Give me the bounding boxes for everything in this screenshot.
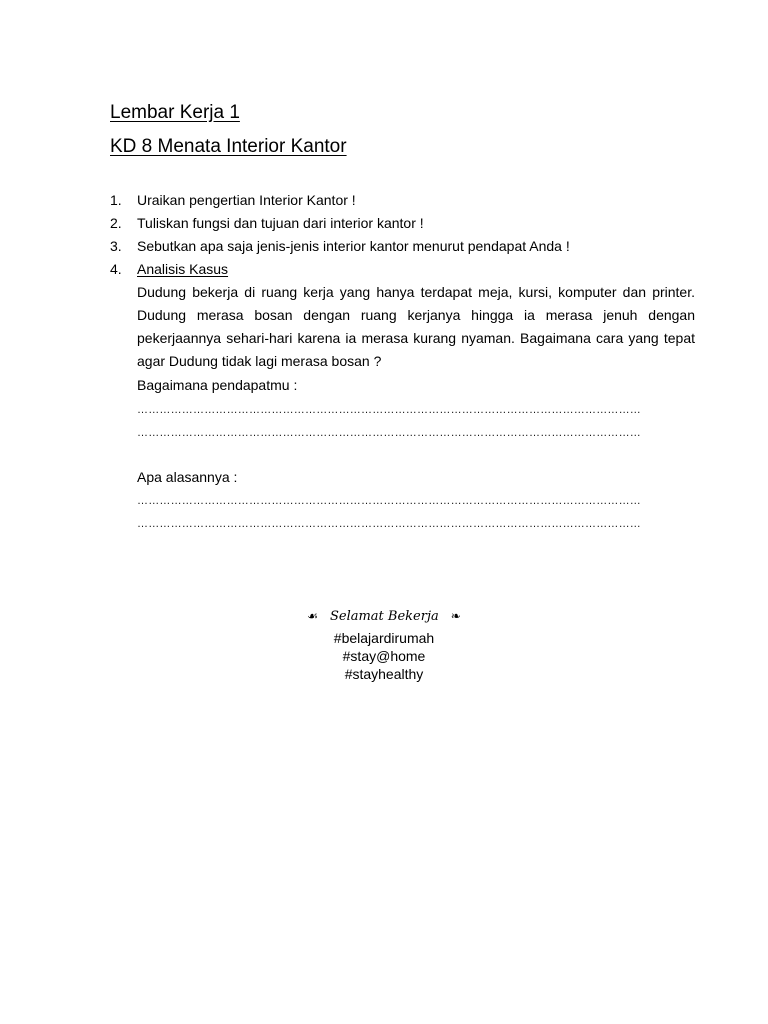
question-1: [110, 189, 710, 212]
answer-line: ………………………………………………………………………………………………………………………: [137, 404, 641, 416]
greeting-text: Selamat Bekerja: [329, 609, 439, 624]
opinion-label: Bagaimana pendapatmu :: [137, 377, 298, 393]
question-number: 4.: [110, 261, 122, 277]
hashtag: #stay@home: [342, 648, 426, 664]
question-text: Uraikan pengertian Interior Kantor !: [137, 192, 356, 208]
question-2: [110, 212, 710, 235]
question-number: 3.: [110, 238, 122, 254]
reason-label: Apa alasannya :: [137, 469, 238, 485]
ornament-right-icon: ❧: [450, 609, 461, 623]
question-text: Sebutkan apa saja jenis-jenis interior kantor menurut pendapat Anda !: [137, 238, 570, 254]
ornament-left-icon: ☙: [307, 609, 318, 623]
question-number: 2.: [110, 215, 122, 231]
question-text: Analisis Kasus: [137, 261, 229, 277]
question-text: Tuliskan fungsi dan tujuan dari interior kantor !: [137, 215, 424, 231]
question-3: [110, 235, 710, 258]
answer-line: ………………………………………………………………………………………………………………………: [137, 427, 641, 439]
answer-line: ………………………………………………………………………………………………………………………: [137, 518, 641, 530]
hashtag: #belajardirumah: [333, 630, 435, 646]
hashtag: #stayhealthy: [344, 666, 424, 682]
question-number: 1.: [110, 192, 122, 208]
worksheet-subtitle: KD 8 Menata Interior Kantor: [110, 136, 347, 157]
worksheet-title: Lembar Kerja 1: [110, 102, 240, 123]
question-4: [110, 258, 710, 281]
answer-line: ………………………………………………………………………………………………………………………: [137, 495, 641, 507]
closing-greeting: [0, 609, 768, 624]
case-description: Dudung bekerja di ruang kerja yang hanya terdapat meja, kursi, komputer dan printer. Dudung merasa bosan dengan ruang kerjanya hingga ia merasa jenuh dengan pekerjaannya sehari-hari karena ia merasa kurang nyaman. Bagaimana cara yang tepat agar Dudung tidak lagi merasa bosan ?: [137, 284, 695, 369]
